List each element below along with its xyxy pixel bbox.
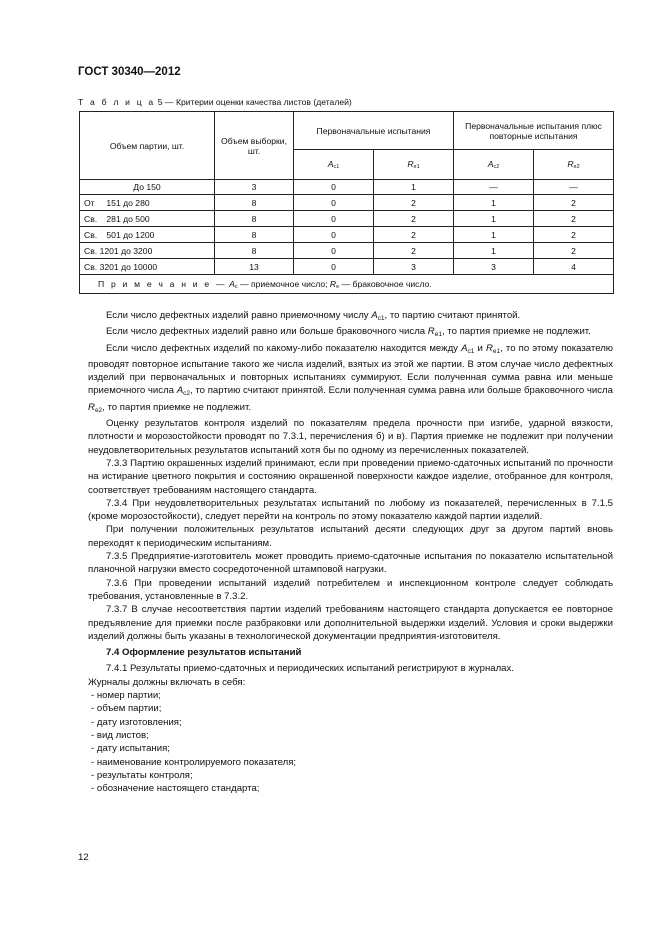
list-item: - обозначение настоящего стандарта; xyxy=(91,783,260,795)
page-number: 12 xyxy=(78,852,89,863)
re1-value: 1 xyxy=(374,180,454,195)
sample-size: 8 xyxy=(215,227,294,243)
lot-range: До 150 xyxy=(80,180,215,195)
re1-value: 2 xyxy=(374,227,454,243)
re1-value: 2 xyxy=(374,243,454,259)
body-text xyxy=(88,309,613,795)
list-item: - вид листов; xyxy=(91,729,149,741)
sample-size: 3 xyxy=(215,180,294,195)
sample-size: 8 xyxy=(215,243,294,259)
ac1-value: 0 xyxy=(294,259,374,275)
paragraph: Если число дефектных изделий равно или больше браковочного числа $R_{e1}$, то партия приемке не подлежит. xyxy=(106,326,591,339)
paragraph: Если число дефектных изделий по какому-либо показателю находится между $A_{c1}$ и $R_{e1}$, то по этому показателю проводят повторное испытание такого же числа изделий, взятых из этой же партии. В этом случае число дефектных изделий при первоначальных и повторных испытаниях суммируют. Если полученная сумма равна или меньше приемочного числа $A_{c2}$, то партию считают принятой. Если полученная сумма равна или больше браковочного числа $R_{e2}$, то партия приемке не подлежит. xyxy=(88,342,614,414)
lot-range: Св. 3201 до 10000 xyxy=(80,259,215,275)
table-note: П р и м е ч а н и е — Ac — приемочное число; Re — браковочное число. xyxy=(80,275,614,294)
ac1-value: 0 xyxy=(294,227,374,243)
paragraph: 7.3.4 При неудовлетворительных результатах испытаний по любому из показателей, перечисленных в 7.1.5 (кроме морозостойкости), следует перейти на контроль по этому показателю каждой партии изделий. xyxy=(88,497,613,523)
re2-value: 2 xyxy=(534,227,614,243)
ac1-value: 0 xyxy=(294,243,374,259)
list-item: - номер партии; xyxy=(91,690,161,702)
re2-value: — xyxy=(534,180,614,195)
header-re2: Re2 xyxy=(534,150,614,180)
paragraph: 7.3.5 Предприятие-изготовитель может проводить приемо-сдаточные испытания по показателю испытательной планочной нагрузки вместо сосредоточенной штамповой нагрузки. xyxy=(88,551,613,576)
sample-size: 8 xyxy=(215,211,294,227)
criteria-table xyxy=(79,111,614,294)
document-header: ГОСТ 30340—2012 xyxy=(78,66,181,78)
header-sample-size: Объем выборки, шт. xyxy=(215,112,294,180)
re1-value: 2 xyxy=(374,195,454,211)
list-item: - объем партии; xyxy=(91,703,162,715)
table-row xyxy=(80,243,614,259)
re2-value: 2 xyxy=(534,243,614,259)
lot-range: Св. 281 до 500 xyxy=(80,211,215,227)
re1-value: 3 xyxy=(374,259,454,275)
lot-range: Св. 501 до 1200 xyxy=(80,227,215,243)
table-row xyxy=(80,195,614,211)
ac2-value: 1 xyxy=(454,227,534,243)
lot-range: От 151 до 280 xyxy=(80,195,215,211)
header-repeat-tests: Первоначальные испытания плюс повторные испытания xyxy=(454,112,614,150)
re2-value: 2 xyxy=(534,195,614,211)
header-initial-tests: Первоначальные испытания xyxy=(294,112,454,150)
ac2-value: 1 xyxy=(454,211,534,227)
header-ac2: Ac2 xyxy=(454,150,534,180)
header-re1: Re1 xyxy=(374,150,454,180)
paragraph: 7.3.3 Партию окрашенных изделий принимают, если при проведении приемо-сдаточных испытаний по прочности на истирание цветного покрытия и состоянию окрашенной поверхности каждое изделие, отобранное для контроля, соответствует требованиям настоящего стандарта. xyxy=(88,457,613,496)
lot-range: Св. 1201 до 3200 xyxy=(80,243,215,259)
paragraph: Если число дефектных изделий равно приемочному числу $A_{c1}$, то партию считают принятой. xyxy=(106,310,521,322)
ac1-value: 0 xyxy=(294,180,374,195)
paragraph: 7.3.6 При проведении испытаний изделий потребителем и инспекционном контроле следует соблюдать требования, установленные в 7.3.2. xyxy=(88,577,613,602)
ac2-value: 1 xyxy=(454,195,534,211)
ac1-value: 0 xyxy=(294,211,374,227)
re1-value: 2 xyxy=(374,211,454,227)
paragraph: При получении положительных результатов испытаний десяти следующих друг за другом партий вновь переходят к периодическим испытаниям. xyxy=(88,524,613,549)
ac1-value: 0 xyxy=(294,195,374,211)
re2-value: 4 xyxy=(534,259,614,275)
paragraph: 7.4.1 Результаты приемо-сдаточных и периодических испытаний регистрируют в журналах. xyxy=(106,663,514,675)
table-row xyxy=(80,180,614,195)
table-caption-label: Т а б л и ц а xyxy=(78,97,156,107)
list-item: - результаты контроля; xyxy=(91,769,193,781)
ac2-value: 3 xyxy=(454,259,534,275)
paragraph: Оценку результатов контроля изделий по показателям предела прочности при изгибе, ударной вязкости, плотности и морозостойкости проводят по 7.3.1, перечисления б) и в). Партия приемке не подлежит при получении неудовлетворительных результатов испытаний хотя бы по одному из перечисленных показателей. xyxy=(88,418,613,456)
sample-size: 8 xyxy=(215,195,294,211)
table-note-row xyxy=(80,275,614,294)
list-item: - дату испытания; xyxy=(91,743,170,755)
ac2-value: 1 xyxy=(454,243,534,259)
sample-size: 13 xyxy=(215,259,294,275)
table-row xyxy=(80,227,614,243)
paragraph: Журналы должны включать в себя: xyxy=(88,676,246,688)
table-caption xyxy=(78,97,352,107)
table-caption-text: 5 — Критерии оценки качества листов (деталей) xyxy=(157,97,352,107)
table-row xyxy=(80,259,614,275)
list-item: - наименование контролируемого показателя; xyxy=(91,756,297,768)
section-heading: 7.4 Оформление результатов испытаний xyxy=(106,647,302,659)
paragraph: 7.3.7 В случае несоответствия партии изделий требованиям настоящего стандарта допускается ее повторное предъявление для приемки после разбраковки или дополнительной выдержки изделий. Условия и сроки выдержки изделий должны быть указаны в технологической документации предприятия-изготовителя. xyxy=(88,604,613,642)
header-ac1: Ac1 xyxy=(294,150,374,180)
table-row xyxy=(80,211,614,227)
header-lot-size: Объем партии, шт. xyxy=(80,112,215,180)
list-item: - дату изготовления; xyxy=(91,716,182,728)
ac2-value: — xyxy=(454,180,534,195)
re2-value: 2 xyxy=(534,211,614,227)
